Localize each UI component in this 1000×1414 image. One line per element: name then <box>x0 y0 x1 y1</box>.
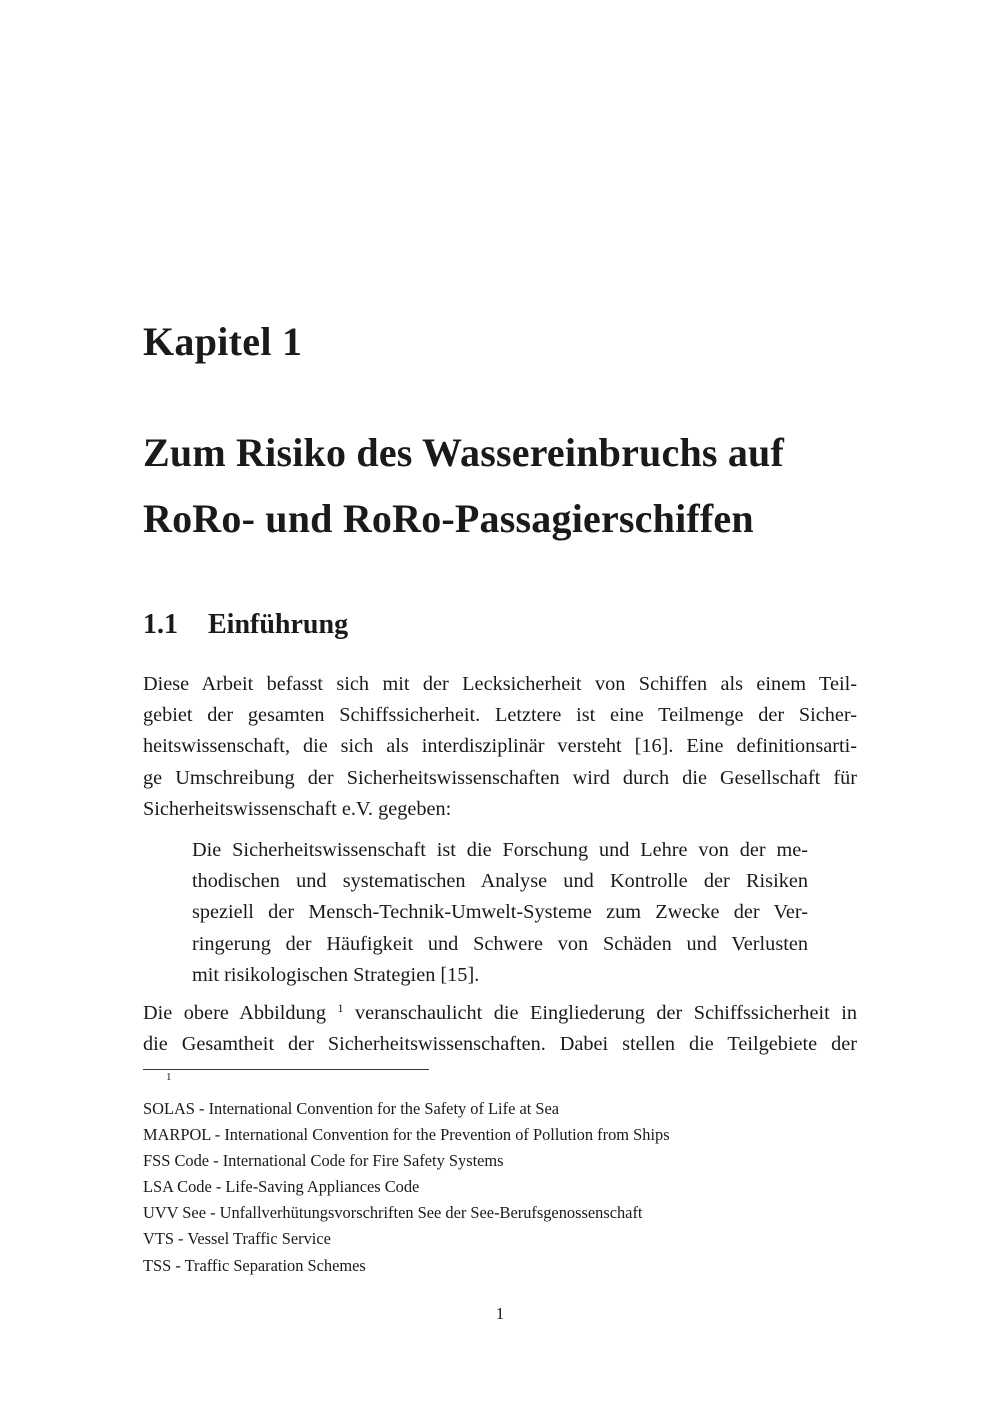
footnote-item: SOLAS - International Convention for the Safety of Life at Sea <box>143 1099 560 1118</box>
footnote-item: UVV See - Unfallverhütungsvorschriften See der See-Berufsgenossenschaft <box>143 1203 643 1223</box>
quote-line: speziell der Mensch-Technik-Umwelt-Systeme zum Zwecke der Ver- <box>192 901 808 924</box>
page-number: 1 <box>495 1304 505 1323</box>
paragraph-line: Diese Arbeit befasst sich mit der Lecksicherheit von Schiffen als einem Teil- <box>143 673 857 695</box>
footnote-item: FSS Code - International Code for Fire Safety Systems <box>143 1151 504 1171</box>
block-quote <box>192 835 808 991</box>
quote-line: mit risikologischen Strategien [15]. <box>192 963 480 986</box>
chapter-title <box>143 420 883 552</box>
section-heading <box>143 611 348 639</box>
footnote-reference[interactable]: 1 <box>337 1001 344 1015</box>
footnote-item: MARPOL - International Convention for the Prevention of Pollution from Ships <box>143 1125 670 1145</box>
quote-line: thodischen und systematischen Analyse und Kontrolle der Risiken <box>192 870 808 893</box>
chapter-label: Kapitel 1 <box>143 319 303 364</box>
footnote-mark: 1 <box>166 1071 172 1083</box>
body-paragraph <box>143 998 857 1060</box>
footnote-item: TSS - Traffic Separation Schemes <box>143 1255 366 1275</box>
footnote-item: LSA Code - Life-Saving Appliances Code <box>143 1177 420 1197</box>
paragraph-line: ge Umschreibung der Sicherheitswissenschaften wird durch die Gesellschaft für <box>143 766 857 789</box>
footnote-divider <box>143 1069 429 1070</box>
quote-line: Die Sicherheitswissenschaft ist die Forschung und Lehre von der me- <box>192 839 808 861</box>
footnote-item: VTS - Vessel Traffic Service <box>143 1229 331 1249</box>
paragraph-line: gebiet der gesamten Schiffssicherheit. Letztere ist eine Teilmenge der Sicher- <box>143 704 857 727</box>
footnote-list <box>143 1096 670 1279</box>
paragraph-line: Sicherheitswissenschaft e.V. gegeben: <box>143 797 452 820</box>
section-title: Einführung <box>208 609 349 640</box>
chapter-title-line: RoRo- und RoRo-Passagierschiffen <box>143 496 754 541</box>
paragraph-line <box>143 998 857 1029</box>
body-paragraph <box>143 669 857 825</box>
paragraph-text: veranschaulicht die Eingliederung der Schiffssicherheit in <box>354 1002 857 1024</box>
paragraph-line: heitswissenschaft, die sich als interdisziplinär versteht [16]. Eine definitionsarti- <box>143 735 857 758</box>
section-number: 1.1 <box>143 609 178 640</box>
quote-line: ringerung der Häufigkeit und Schwere von Schäden und Verlusten <box>192 932 808 955</box>
paragraph-line: die Gesamtheit der Sicherheitswissenschaften. Dabei stellen die Teilgebiete der <box>143 1033 857 1056</box>
paragraph-text: Die obere Abbildung <box>143 1002 326 1024</box>
chapter-title-line: Zum Risiko des Wassereinbruchs auf <box>143 430 785 475</box>
